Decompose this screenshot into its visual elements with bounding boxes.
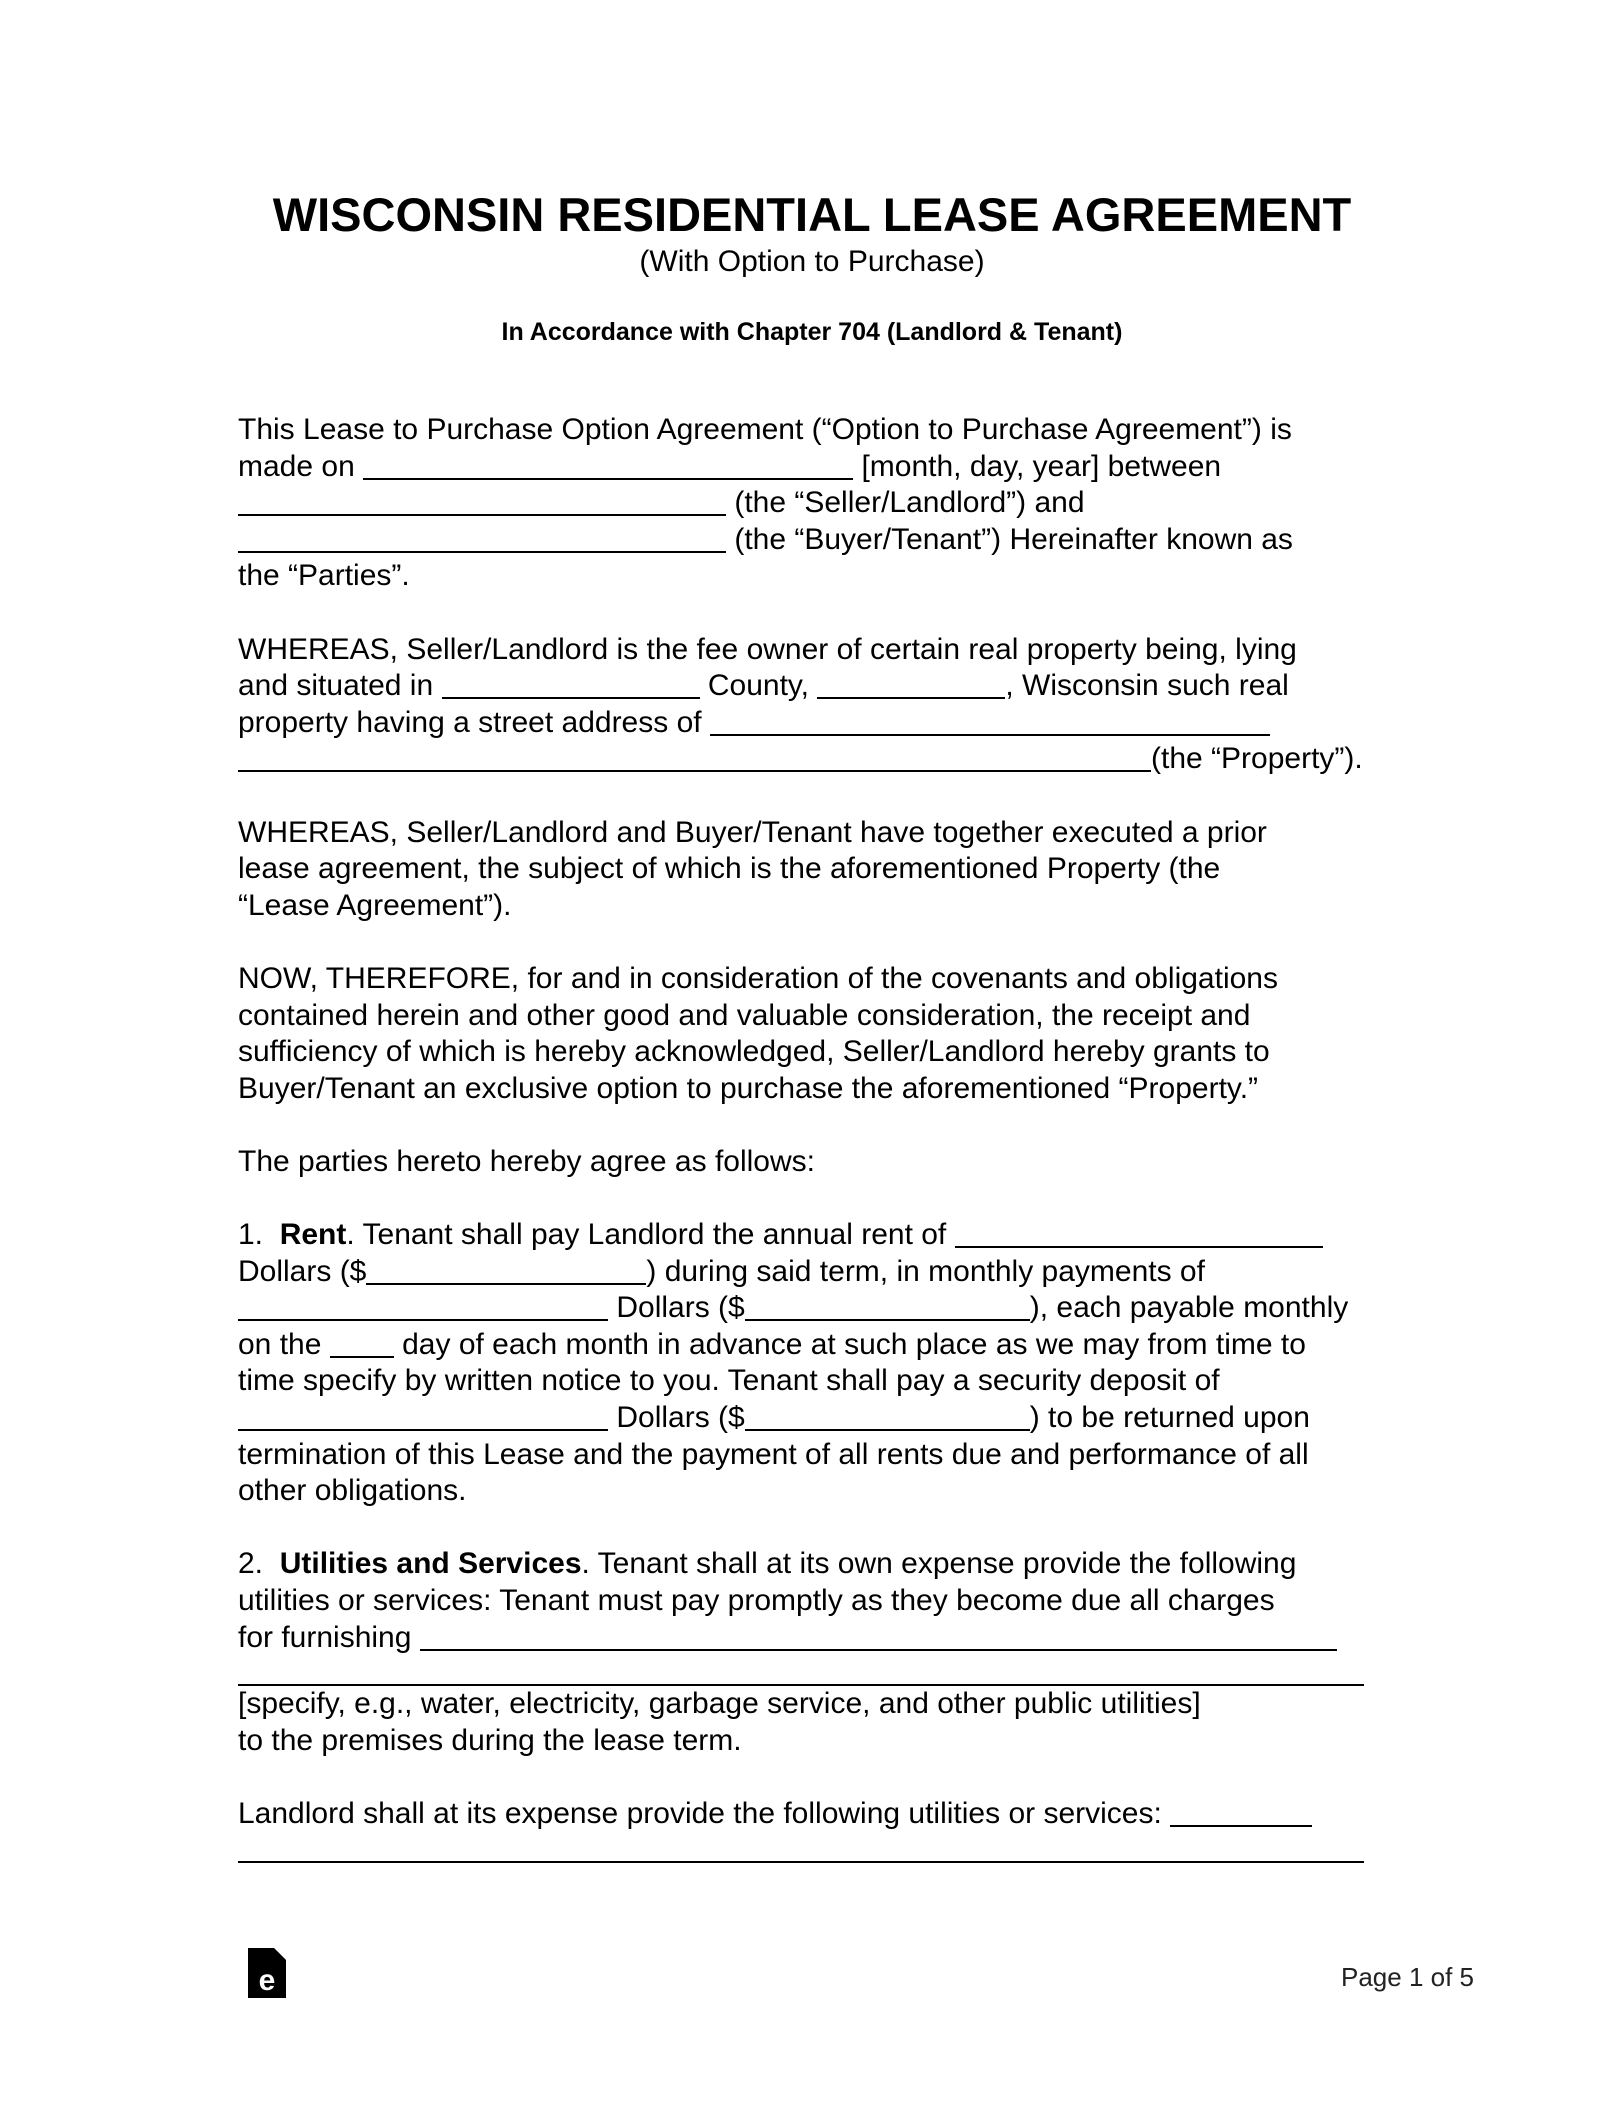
whereas-text: and situated in [238, 669, 434, 703]
eforms-logo-icon [246, 1948, 288, 2000]
document-body [238, 412, 1388, 1899]
utilities-line: [specify, e.g., water, electricity, garbage service, and other public utilities] [238, 1687, 1201, 1721]
rent-line: other obligations. [238, 1474, 467, 1508]
utilities-text: for furnishing [238, 1620, 412, 1654]
due-day-blank[interactable] [330, 1328, 394, 1358]
rent-line: time specify by written notice to you. Tenant shall pay a security deposit of [238, 1364, 1220, 1398]
whereas-text: property having a street address of [238, 705, 702, 739]
annual-rent-words-blank[interactable] [955, 1218, 1323, 1248]
whereas-text: (the “Property”). [1151, 742, 1363, 776]
rent-text: on the [238, 1327, 322, 1361]
rent-text: day of each month in advance at such place as we may from time to [402, 1327, 1306, 1361]
buyer-name-blank[interactable] [238, 523, 726, 553]
document-title: WISCONSIN RESIDENTIAL LEASE AGREEMENT [272, 188, 1352, 241]
whereas-line: WHEREAS, Seller/Landlord and Buyer/Tenant have together executed a prior [238, 815, 1267, 849]
intro-text: made on [238, 449, 355, 483]
therefore-paragraph [238, 961, 1388, 1107]
rent-text: ) during said term, in monthly payments of [646, 1254, 1205, 1288]
street-address-blank-2[interactable] [238, 742, 1151, 772]
whereas-text: County, [707, 669, 810, 703]
landlord-utilities-blank[interactable] [1170, 1797, 1312, 1827]
utilities-section [238, 1546, 1388, 1759]
intro-line: the “Parties”. [238, 559, 410, 593]
utilities-text: . Tenant shall at its own expense provide the following [581, 1547, 1297, 1581]
whereas-line: lease agreement, the subject of which is the aforementioned Property (the [238, 852, 1221, 886]
svg-text:e: e [258, 1964, 276, 1997]
therefore-line: contained herein and other good and valuable consideration, the receipt and [238, 998, 1251, 1032]
statute-reference: In Accordance with Chapter 704 (Landlord & Tenant) [501, 318, 1123, 346]
monthly-rent-words-blank[interactable] [238, 1291, 608, 1321]
seller-name-blank[interactable] [238, 486, 726, 516]
rent-text: . Tenant shall pay Landlord the annual rent of [346, 1218, 947, 1252]
document-subtitle: (With Option to Purchase) [639, 245, 985, 278]
intro-text: (the “Buyer/Tenant”) Hereinafter known as [734, 522, 1293, 556]
deposit-words-blank[interactable] [238, 1401, 608, 1431]
whereas-text: , Wisconsin such real [1005, 669, 1289, 703]
intro-line: This Lease to Purchase Option Agreement (“Option to Purchase Agreement”) is [238, 413, 1292, 446]
intro-text: [month, day, year] between [861, 449, 1222, 483]
rent-text: Dollars ($ [238, 1254, 367, 1288]
utilities-text: Landlord shall at its expense provide the following utilities or services: [238, 1796, 1162, 1830]
section-number: 2. [238, 1547, 264, 1581]
street-address-blank[interactable] [710, 706, 1270, 736]
date-blank[interactable] [363, 450, 853, 480]
whereas-property-paragraph [238, 632, 1388, 778]
annual-rent-amount-blank[interactable] [366, 1255, 646, 1285]
intro-text: (the “Seller/Landlord”) and [734, 486, 1085, 520]
intro-paragraph [238, 412, 1388, 595]
therefore-line: Buyer/Tenant an exclusive option to purchase the aforementioned “Property.” [238, 1071, 1259, 1105]
section-heading: Utilities and Services [279, 1547, 582, 1581]
page-number: Page 1 of 5 [1341, 1962, 1474, 1992]
landlord-utilities-paragraph [238, 1796, 1388, 1863]
deposit-amount-blank[interactable] [745, 1401, 1030, 1431]
agree-paragraph: The parties hereto hereby agree as follows: [238, 1144, 815, 1178]
city-blank[interactable] [817, 669, 1005, 699]
utilities-line: to the premises during the lease term. [238, 1723, 742, 1757]
tenant-utilities-blank-2[interactable] [238, 1656, 1364, 1686]
rent-text: ) to be returned upon [1029, 1401, 1310, 1435]
landlord-utilities-blank-2[interactable] [238, 1833, 1364, 1863]
therefore-line: NOW, THEREFORE, for and in consideration of the covenants and obligations [238, 961, 1278, 995]
tenant-utilities-blank[interactable] [420, 1621, 1337, 1651]
monthly-rent-amount-blank[interactable] [745, 1291, 1030, 1321]
rent-text: Dollars ($ [616, 1401, 745, 1435]
rent-section [238, 1217, 1388, 1510]
whereas-lease-paragraph [238, 815, 1388, 925]
rent-text: ), each payable monthly [1029, 1291, 1349, 1325]
rent-line: termination of this Lease and the payment of all rents due and performance of all [238, 1437, 1309, 1471]
county-blank[interactable] [442, 669, 700, 699]
utilities-line: utilities or services: Tenant must pay promptly as they become due all charges [238, 1584, 1275, 1617]
whereas-line: WHEREAS, Seller/Landlord is the fee owner of certain real property being, lying [238, 632, 1297, 666]
whereas-line: “Lease Agreement”). [238, 888, 512, 922]
rent-text: Dollars ($ [616, 1291, 745, 1325]
therefore-line: sufficiency of which is hereby acknowledged, Seller/Landlord hereby grants to [238, 1035, 1270, 1069]
section-number: 1. [238, 1218, 264, 1252]
section-heading: Rent [279, 1218, 347, 1252]
